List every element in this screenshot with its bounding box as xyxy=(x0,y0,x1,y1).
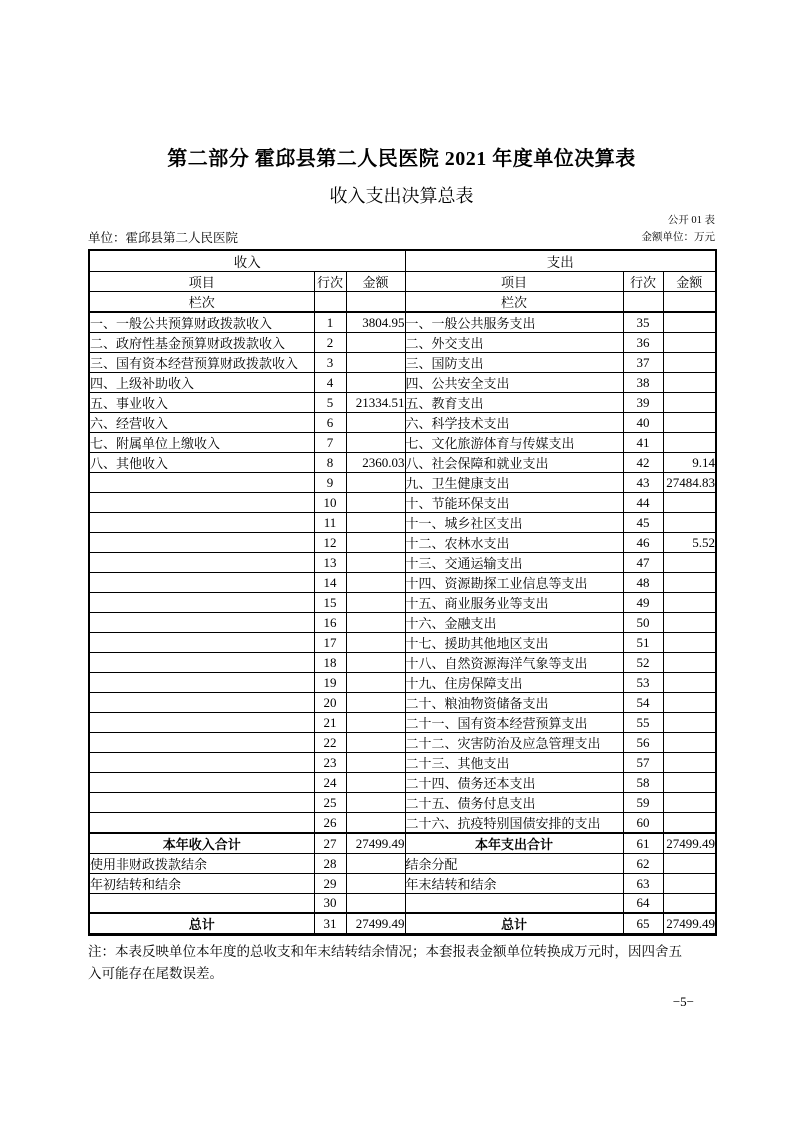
amount-cell: 27499.49 xyxy=(663,913,716,935)
item-cell: 十三、交通运输支出 xyxy=(405,553,623,573)
item-cell: 七、文化旅游体育与传媒支出 xyxy=(405,433,623,453)
table-row xyxy=(89,773,716,793)
item-cell xyxy=(89,593,314,613)
item-cell: 三、国防支出 xyxy=(405,353,623,373)
table-row xyxy=(89,913,716,935)
row-number-cell: 51 xyxy=(623,633,663,653)
expense-amount-header: 金额 xyxy=(663,272,716,292)
table-row xyxy=(89,593,716,613)
row-number-cell: 44 xyxy=(623,493,663,513)
item-cell: 一、一般公共服务支出 xyxy=(405,312,623,333)
row-number-cell: 60 xyxy=(623,813,663,834)
item-cell: 本年收入合计 xyxy=(89,833,314,854)
item-cell xyxy=(89,673,314,693)
item-cell: 七、附属单位上缴收入 xyxy=(89,433,314,453)
amount-cell xyxy=(346,653,405,673)
amount-cell xyxy=(663,312,716,333)
row-number-cell: 14 xyxy=(314,573,346,593)
table-row xyxy=(89,433,716,453)
row-number-cell: 12 xyxy=(314,533,346,553)
table-row xyxy=(89,894,716,914)
amount-cell xyxy=(346,874,405,894)
amount-cell: 27484.83 xyxy=(663,473,716,493)
document-content xyxy=(88,0,715,985)
amount-cell xyxy=(663,333,716,353)
expense-section-header: 支出 xyxy=(405,250,716,272)
table-row xyxy=(89,693,716,713)
amount-cell xyxy=(663,413,716,433)
amount-cell xyxy=(346,353,405,373)
amount-cell xyxy=(346,693,405,713)
table-row xyxy=(89,613,716,633)
row-number-cell: 56 xyxy=(623,733,663,753)
row-number-cell: 25 xyxy=(314,793,346,813)
item-cell xyxy=(89,894,314,914)
table-row xyxy=(89,353,716,373)
table-row xyxy=(89,633,716,653)
row-number-cell: 24 xyxy=(314,773,346,793)
row-number-cell: 63 xyxy=(623,874,663,894)
row-number-cell: 9 xyxy=(314,473,346,493)
amount-cell xyxy=(663,353,716,373)
table-title: 收入支出决算总表 xyxy=(329,186,474,206)
amount-cell xyxy=(663,393,716,413)
row-number-cell: 19 xyxy=(314,673,346,693)
table-row xyxy=(89,874,716,894)
income-rowno-header: 行次 xyxy=(314,272,346,292)
row-number-cell: 42 xyxy=(623,453,663,473)
row-number-cell: 64 xyxy=(623,894,663,914)
item-cell: 十二、农林水支出 xyxy=(405,533,623,553)
income-column-note: 栏次 xyxy=(89,292,314,313)
meta-row xyxy=(88,230,715,246)
item-cell: 使用非财政拨款结余 xyxy=(89,854,314,874)
item-cell xyxy=(89,793,314,813)
amount-cell xyxy=(663,573,716,593)
item-cell: 二十六、抗疫特别国债安排的支出 xyxy=(405,813,623,834)
amount-cell xyxy=(346,553,405,573)
amount-cell xyxy=(346,513,405,533)
item-cell: 二十五、债务付息支出 xyxy=(405,793,623,813)
amount-cell xyxy=(346,773,405,793)
row-number-cell: 35 xyxy=(623,312,663,333)
row-number-cell: 2 xyxy=(314,333,346,353)
table-row xyxy=(89,473,716,493)
table-row xyxy=(89,513,716,533)
row-number-cell: 4 xyxy=(314,373,346,393)
row-number-cell: 50 xyxy=(623,613,663,633)
row-number-cell: 15 xyxy=(314,593,346,613)
amount-cell xyxy=(663,493,716,513)
item-cell: 十六、金融支出 xyxy=(405,613,623,633)
row-number-cell: 11 xyxy=(314,513,346,533)
amount-cell xyxy=(346,493,405,513)
row-number-cell: 39 xyxy=(623,393,663,413)
row-number-cell: 46 xyxy=(623,533,663,553)
item-cell: 十九、住房保障支出 xyxy=(405,673,623,693)
row-number-cell: 41 xyxy=(623,433,663,453)
table-row xyxy=(89,573,716,593)
row-number-cell: 57 xyxy=(623,753,663,773)
row-number-cell: 28 xyxy=(314,854,346,874)
amount-cell xyxy=(346,333,405,353)
item-cell xyxy=(89,553,314,573)
item-cell: 结余分配 xyxy=(405,854,623,874)
footnote xyxy=(88,941,715,985)
row-number-cell: 55 xyxy=(623,713,663,733)
item-cell: 年初结转和结余 xyxy=(89,874,314,894)
row-number-cell: 30 xyxy=(314,894,346,914)
item-cell: 十、节能环保支出 xyxy=(405,493,623,513)
page-number: −5− xyxy=(672,994,694,1009)
table-row xyxy=(89,733,716,753)
table-row xyxy=(89,753,716,773)
amount-cell xyxy=(663,673,716,693)
amount-cell xyxy=(346,633,405,653)
item-cell xyxy=(405,894,623,914)
table-row xyxy=(89,793,716,813)
amount-cell xyxy=(346,573,405,593)
row-number-cell: 1 xyxy=(314,312,346,333)
section-header-row xyxy=(89,250,716,272)
row-number-cell: 62 xyxy=(623,854,663,874)
item-cell: 六、经营收入 xyxy=(89,413,314,433)
row-number-cell: 53 xyxy=(623,673,663,693)
item-cell xyxy=(89,573,314,593)
row-number-cell: 52 xyxy=(623,653,663,673)
item-cell: 二、外交支出 xyxy=(405,333,623,353)
amount-cell: 9.14 xyxy=(663,453,716,473)
item-cell xyxy=(89,733,314,753)
amount-cell: 27499.49 xyxy=(346,833,405,854)
footnote-line: 注：本表反映单位本年度的总收支和年末结转结余情况；本套报表金额单位转换成万元时，因四舍五 xyxy=(88,944,682,960)
amount-cell xyxy=(346,433,405,453)
expense-column-note: 栏次 xyxy=(405,292,623,313)
income-item-header: 项目 xyxy=(89,272,314,292)
item-cell: 五、事业收入 xyxy=(89,393,314,413)
empty-cell xyxy=(623,292,663,313)
item-cell xyxy=(89,753,314,773)
row-number-cell: 21 xyxy=(314,713,346,733)
table-row xyxy=(89,393,716,413)
item-cell: 二十二、灾害防治及应急管理支出 xyxy=(405,733,623,753)
amount-cell xyxy=(346,894,405,914)
table-row xyxy=(89,493,716,513)
amount-cell xyxy=(346,673,405,693)
amount-cell xyxy=(663,433,716,453)
amount-cell xyxy=(663,854,716,874)
table-row xyxy=(89,673,716,693)
table-row xyxy=(89,533,716,553)
row-number-cell: 29 xyxy=(314,874,346,894)
form-code: 公开 01 表 xyxy=(667,215,715,226)
table-row xyxy=(89,373,716,393)
summary-table xyxy=(88,249,717,936)
income-section-header: 收入 xyxy=(89,250,405,272)
column-header-row xyxy=(89,272,716,292)
amount-cell xyxy=(346,854,405,874)
expense-rowno-header: 行次 xyxy=(623,272,663,292)
item-cell: 二十一、国有资本经营预算支出 xyxy=(405,713,623,733)
item-cell: 五、教育支出 xyxy=(405,393,623,413)
row-number-cell: 5 xyxy=(314,393,346,413)
amount-cell xyxy=(663,713,716,733)
row-number-cell: 37 xyxy=(623,353,663,373)
row-number-cell: 16 xyxy=(314,613,346,633)
table-row xyxy=(89,453,716,473)
item-cell: 二十、粮油物资储备支出 xyxy=(405,693,623,713)
row-number-cell: 65 xyxy=(623,913,663,935)
table-row xyxy=(89,413,716,433)
item-cell: 九、卫生健康支出 xyxy=(405,473,623,493)
amount-cell xyxy=(663,513,716,533)
table-row xyxy=(89,713,716,733)
row-number-cell: 26 xyxy=(314,813,346,834)
row-number-cell: 17 xyxy=(314,633,346,653)
item-cell xyxy=(89,473,314,493)
amount-cell xyxy=(663,633,716,653)
row-number-cell: 54 xyxy=(623,693,663,713)
page-title: 第二部分 霍邱县第二人民医院 2021 年度单位决算表 xyxy=(167,148,636,170)
item-cell xyxy=(89,533,314,553)
empty-cell xyxy=(346,292,405,313)
item-cell: 十四、资源勘探工业信息等支出 xyxy=(405,573,623,593)
amount-cell: 3804.95 xyxy=(346,312,405,333)
row-number-cell: 3 xyxy=(314,353,346,373)
amount-cell xyxy=(663,593,716,613)
row-number-cell: 38 xyxy=(623,373,663,393)
table-row xyxy=(89,553,716,573)
item-cell: 八、其他收入 xyxy=(89,453,314,473)
amount-cell xyxy=(663,373,716,393)
table-row xyxy=(89,333,716,353)
amount-cell: 21334.51 xyxy=(346,393,405,413)
row-number-cell: 7 xyxy=(314,433,346,453)
row-number-cell: 27 xyxy=(314,833,346,854)
item-cell: 八、社会保障和就业支出 xyxy=(405,453,623,473)
item-cell: 六、科学技术支出 xyxy=(405,413,623,433)
amount-cell xyxy=(346,813,405,834)
item-cell xyxy=(89,653,314,673)
amount-cell xyxy=(663,753,716,773)
item-cell: 三、国有资本经营预算财政拨款收入 xyxy=(89,353,314,373)
amount-cell xyxy=(346,713,405,733)
item-cell: 十五、商业服务业等支出 xyxy=(405,593,623,613)
row-number-cell: 6 xyxy=(314,413,346,433)
row-number-cell: 23 xyxy=(314,753,346,773)
row-number-cell: 43 xyxy=(623,473,663,493)
amount-cell: 5.52 xyxy=(663,533,716,553)
item-cell: 二、政府性基金预算财政拨款收入 xyxy=(89,333,314,353)
item-cell xyxy=(89,493,314,513)
amount-cell: 27499.49 xyxy=(346,913,405,935)
amount-cell xyxy=(663,773,716,793)
item-cell: 一、一般公共预算财政拨款收入 xyxy=(89,312,314,333)
item-cell: 十七、援助其他地区支出 xyxy=(405,633,623,653)
amount-cell xyxy=(346,793,405,813)
table-row xyxy=(89,854,716,874)
amount-cell xyxy=(663,894,716,914)
column-note-row xyxy=(89,292,716,313)
row-number-cell: 10 xyxy=(314,493,346,513)
amount-cell xyxy=(663,733,716,753)
amount-cell xyxy=(663,693,716,713)
item-cell xyxy=(89,713,314,733)
row-number-cell: 13 xyxy=(314,553,346,573)
amount-cell xyxy=(663,553,716,573)
amount-cell xyxy=(346,613,405,633)
amount-cell xyxy=(346,413,405,433)
item-cell xyxy=(89,613,314,633)
item-cell: 四、公共安全支出 xyxy=(405,373,623,393)
amount-unit-label: 金额单位：万元 xyxy=(641,232,715,243)
amount-cell xyxy=(346,533,405,553)
amount-cell xyxy=(663,793,716,813)
amount-cell xyxy=(346,753,405,773)
item-cell: 总计 xyxy=(89,913,314,935)
item-cell xyxy=(89,633,314,653)
row-number-cell: 47 xyxy=(623,553,663,573)
table-row xyxy=(89,653,716,673)
item-cell xyxy=(89,813,314,834)
empty-cell xyxy=(314,292,346,313)
table-body xyxy=(89,312,716,935)
item-cell: 总计 xyxy=(405,913,623,935)
item-cell xyxy=(89,773,314,793)
expense-item-header: 项目 xyxy=(405,272,623,292)
row-number-cell: 61 xyxy=(623,833,663,854)
table-row xyxy=(89,833,716,854)
amount-cell xyxy=(346,473,405,493)
item-cell xyxy=(89,693,314,713)
item-cell: 二十三、其他支出 xyxy=(405,753,623,773)
item-cell: 十八、自然资源海洋气象等支出 xyxy=(405,653,623,673)
row-number-cell: 40 xyxy=(623,413,663,433)
income-amount-header: 金额 xyxy=(346,272,405,292)
amount-cell xyxy=(663,813,716,834)
row-number-cell: 18 xyxy=(314,653,346,673)
empty-cell xyxy=(663,292,716,313)
row-number-cell: 45 xyxy=(623,513,663,533)
row-number-cell: 48 xyxy=(623,573,663,593)
amount-cell xyxy=(346,593,405,613)
row-number-cell: 31 xyxy=(314,913,346,935)
item-cell: 年末结转和结余 xyxy=(405,874,623,894)
amount-cell xyxy=(663,613,716,633)
item-cell xyxy=(89,513,314,533)
row-number-cell: 20 xyxy=(314,693,346,713)
amount-cell xyxy=(663,874,716,894)
row-number-cell: 58 xyxy=(623,773,663,793)
amount-cell: 27499.49 xyxy=(663,833,716,854)
row-number-cell: 59 xyxy=(623,793,663,813)
amount-cell xyxy=(663,653,716,673)
item-cell: 二十四、债务还本支出 xyxy=(405,773,623,793)
table-row xyxy=(89,312,716,333)
amount-cell: 2360.03 xyxy=(346,453,405,473)
footnote-line: 入可能存在尾数误差。 xyxy=(88,966,223,982)
item-cell: 四、上级补助收入 xyxy=(89,373,314,393)
amount-cell xyxy=(346,733,405,753)
row-number-cell: 36 xyxy=(623,333,663,353)
unit-label: 单位：霍邱县第二人民医院 xyxy=(88,231,239,245)
table-row xyxy=(89,813,716,834)
item-cell: 十一、城乡社区支出 xyxy=(405,513,623,533)
row-number-cell: 8 xyxy=(314,453,346,473)
row-number-cell: 22 xyxy=(314,733,346,753)
item-cell: 本年支出合计 xyxy=(405,833,623,854)
row-number-cell: 49 xyxy=(623,593,663,613)
amount-cell xyxy=(346,373,405,393)
